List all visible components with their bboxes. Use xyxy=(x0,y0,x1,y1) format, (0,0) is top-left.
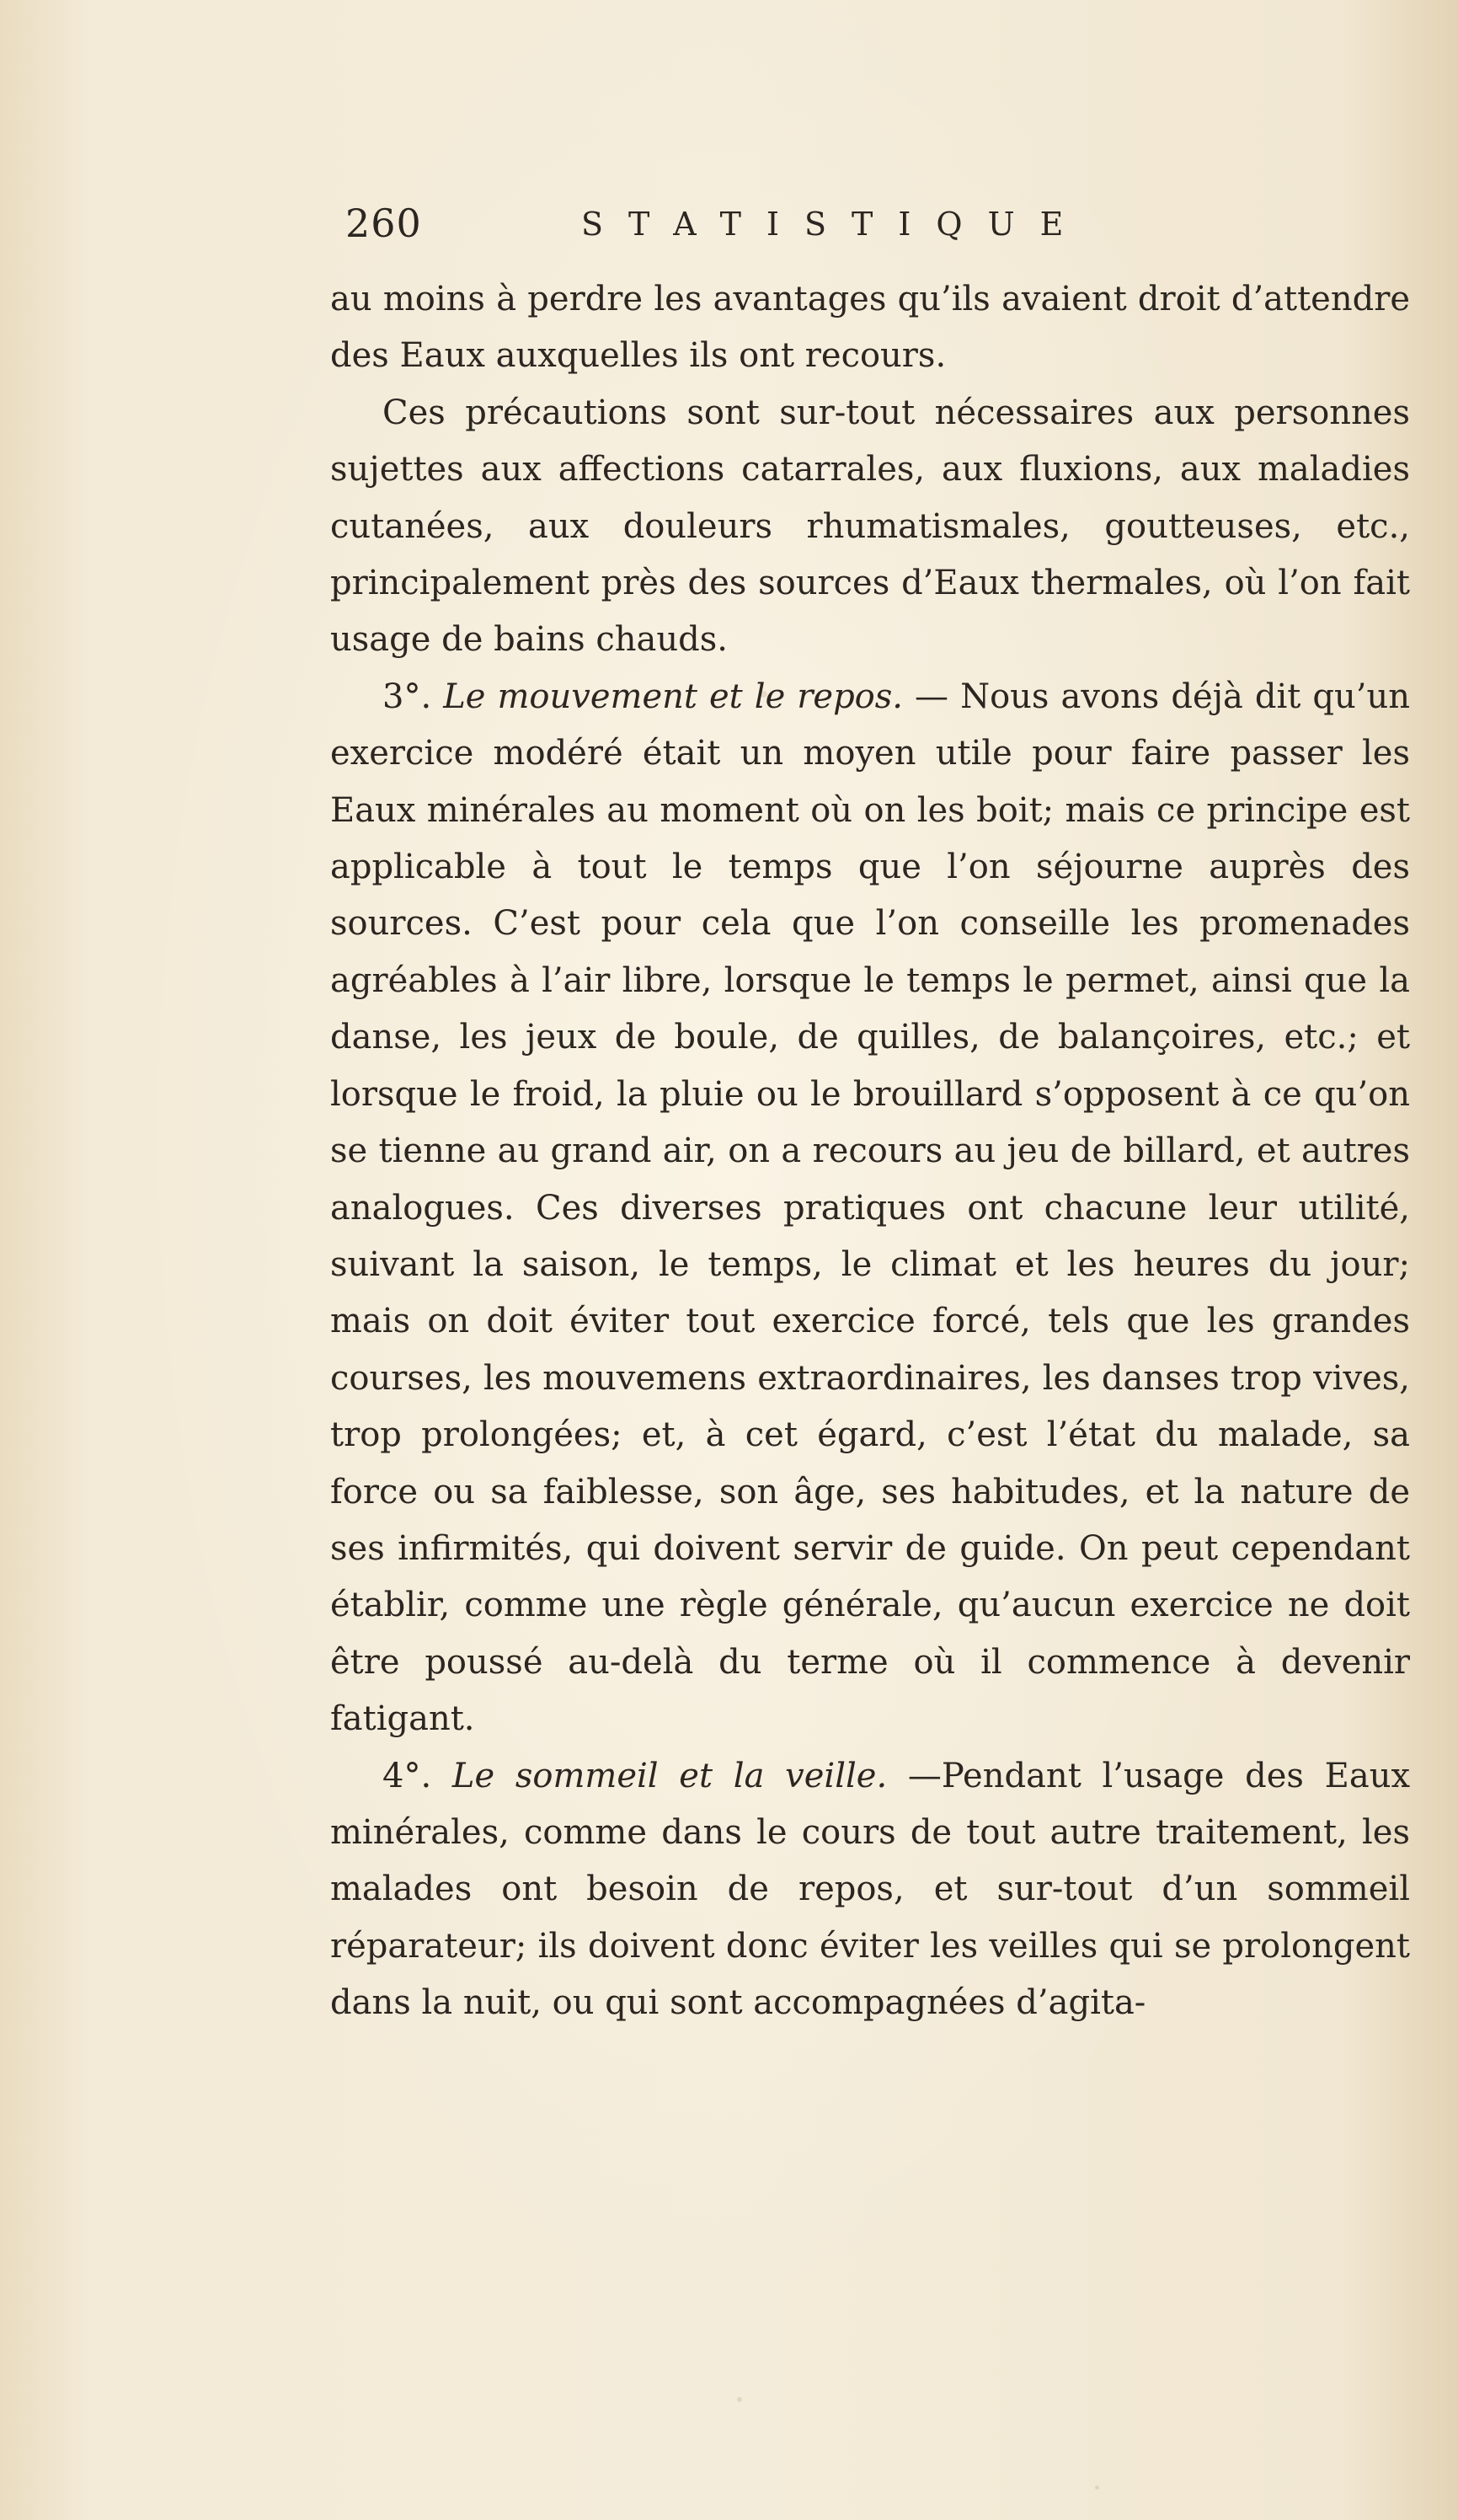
paragraph-text: au moins à perdre les avantages qu’ils avaient droit d’attendre des Eaux auxquelles ils ont recours. xyxy=(330,280,1410,376)
page-header xyxy=(345,201,1171,259)
paragraph-continuation xyxy=(330,271,1410,385)
section-title: Le sommeil et la veille. xyxy=(451,1756,888,1795)
running-title: STATISTIQUE xyxy=(581,206,1089,243)
paragraph-text: —Pendant l’usage des Eaux minérales, comme dans le cours de tout autre traitement, les malades ont besoin de repos, et sur-tout d’un sommeil réparateur; ils doivent donc éviter les veilles qui se prolongent dans la nuit, ou qui sont accompagnées d’agita- xyxy=(330,1756,1411,2023)
paper-stain xyxy=(737,2397,742,2402)
paper-stain xyxy=(1095,2485,1099,2490)
paragraph-sleep-wake xyxy=(330,1748,1410,2032)
section-title: Le mouvement et le repos. xyxy=(443,677,903,716)
section-number: 4°. xyxy=(382,1756,432,1795)
paragraph-text: — Nous avons déjà dit qu’un exercice modéré était un moyen utile pour faire passer les Eaux minérales au moment où on les boit; mais ce principe est applicable à tout le temps que l’on séjourne auprès des sources. C’est pour cela que l’on conseille les promenades agréables à l’air libre, lorsque le temps le permet, ainsi que la danse, les jeux de boule, de quilles, de balançoires, etc.; et lorsque le froid, la pluie ou le brouillard s’opposent à ce qu’on se tienne au grand air, on a recours au jeu de billard, et autres analogues. Ces diverses pratiques ont chacune leur utilité, suivant la saison, le temps, le climat et les heures du jour; mais on doit éviter tout exercice forcé, tels que les grandes courses, les mouvemens extraordinaires, les danses trop vives, trop prolongées; et, à cet égard, c’est l’état du malade, sa force ou sa faiblesse, son âge, ses habitudes, et la nature de ses infirmités, qui doivent servir de guide. On peut cependant établir, comme une règle générale, qu’aucun exercice ne doit être poussé au-delà du terme où il commence à devenir fatigant. xyxy=(330,677,1411,1739)
paragraph-text: Ces précautions sont sur-tout nécessaires aux personnes sujettes aux affections catarrales, aux fluxions, aux maladies cutanées, aux douleurs rhumatismales, goutteuses, etc., principalement près des sources d’Eaux thermales, où l’on fait usage de bains chauds. xyxy=(330,393,1410,660)
section-number: 3°. xyxy=(382,677,432,716)
page-number: 260 xyxy=(345,201,422,246)
paragraph-precautions xyxy=(330,385,1410,669)
body-text xyxy=(330,271,1410,2032)
paragraph-movement-rest xyxy=(330,669,1410,1748)
